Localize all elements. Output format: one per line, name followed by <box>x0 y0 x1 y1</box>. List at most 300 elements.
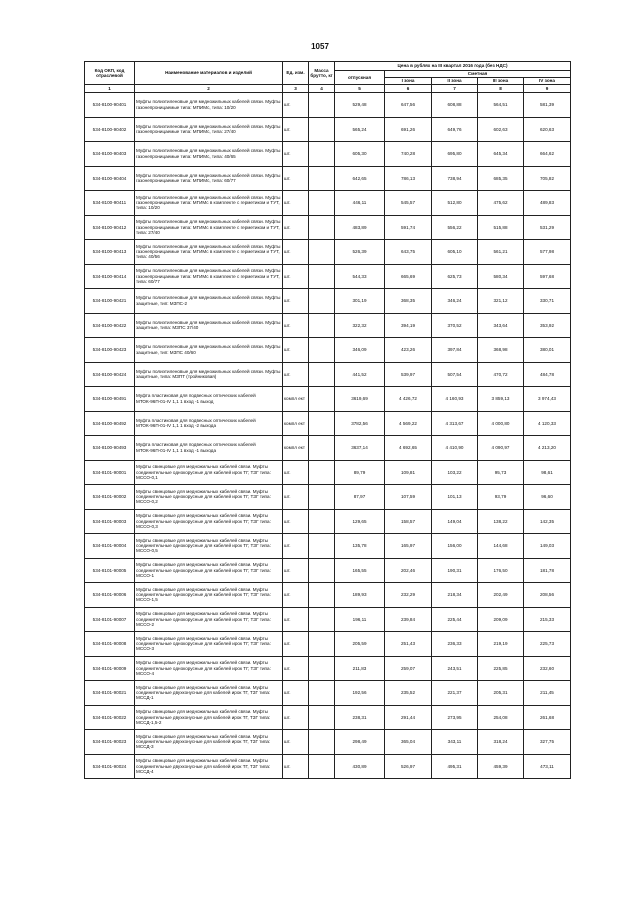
cell-zone-3-price: 144,68 <box>478 534 524 559</box>
cell-zone-1-price: 740,28 <box>385 142 432 167</box>
cell-mass <box>309 485 335 510</box>
cell-unit: шт. <box>283 338 309 363</box>
cell-code: 534-8101-90002 <box>85 485 135 510</box>
cell-name <box>135 191 283 216</box>
cell-zone-4-price: 142,35 <box>524 509 571 534</box>
cell-name <box>135 485 283 510</box>
cell-name-text: Муфты свинцовые для медножильных кабелей связи. Муфты соединительные однокорусные для кабелей ирок ТГ, ТЗГ типа: МССО-1 <box>136 562 271 578</box>
cell-name-text: Муфты свинцовые для медножильных кабелей связи. Муфты соединительные однокорусные для кабелей ирок ТГ, ТЗГ типа: МССО-0,1 <box>136 464 271 480</box>
cell-zone-1-price: 691,26 <box>385 117 432 142</box>
table-row <box>85 411 571 436</box>
cell-release-price: 89,79 <box>335 460 385 485</box>
cell-release-price: 430,89 <box>335 754 385 779</box>
cell-zone-3-price: 685,35 <box>478 166 524 191</box>
cell-release-price: 605,30 <box>335 142 385 167</box>
cell-zone-2-price: 343,11 <box>432 730 478 755</box>
cell-release-price: 565,24 <box>335 117 385 142</box>
cell-mass <box>309 656 335 681</box>
cell-release-price: 129,65 <box>335 509 385 534</box>
column-number: 8 <box>478 85 524 93</box>
cell-zone-1-price: 643,75 <box>385 240 432 265</box>
cell-release-price: 346,09 <box>335 338 385 363</box>
table-row <box>85 754 571 779</box>
cell-zone-1-price: 158,57 <box>385 509 432 534</box>
cell-zone-1-price: 423,26 <box>385 338 432 363</box>
cell-code: 534-8100-90412 <box>85 215 135 240</box>
cell-zone-3-price: 202,49 <box>478 583 524 608</box>
cell-mass <box>309 436 335 461</box>
cell-unit: шт. <box>283 264 309 289</box>
cell-zone-3-price: 4 000,80 <box>478 411 524 436</box>
cell-code: 534-8101-90021 <box>85 681 135 706</box>
cell-zone-2-price: 243,51 <box>432 656 478 681</box>
cell-zone-1-price: 545,57 <box>385 191 432 216</box>
cell-zone-4-price: 380,01 <box>524 338 571 363</box>
cell-zone-3-price: 564,51 <box>478 93 524 118</box>
cell-name <box>135 362 283 387</box>
cell-name <box>135 705 283 730</box>
cell-name-text: Муфты полиэтиленовые для медножильных кабелей связи. Муфты газонепроницаемые типа: МГИМс в комплекте с герметиком и ТУТ, типа: 40/56 <box>136 243 281 260</box>
cell-zone-1-price: 109,81 <box>385 460 432 485</box>
table-row <box>85 460 571 485</box>
cell-zone-2-price: 4 313,67 <box>432 411 478 436</box>
table-header <box>85 62 571 93</box>
cell-name <box>135 754 283 779</box>
cell-mass <box>309 240 335 265</box>
table-row <box>85 607 571 632</box>
cell-code: 534-8100-90491 <box>85 387 135 412</box>
cell-name <box>135 289 283 314</box>
table-row <box>85 387 571 412</box>
cell-name-text: Муфты полиэтиленовые для медножильных кабелей связи. Муфты защитные, тип: МЗПС-2 <box>136 295 281 306</box>
cell-mass <box>309 705 335 730</box>
cell-name <box>135 632 283 657</box>
cell-name <box>135 142 283 167</box>
cell-zone-3-price: 219,19 <box>478 632 524 657</box>
cell-zone-3-price: 3 859,13 <box>478 387 524 412</box>
cell-code: 534-8100-90403 <box>85 142 135 167</box>
cell-code: 534-8100-90492 <box>85 411 135 436</box>
cell-unit: шт. <box>283 289 309 314</box>
cell-zone-2-price: 370,52 <box>432 313 478 338</box>
price-table <box>84 61 571 779</box>
table-row <box>85 93 571 118</box>
cell-zone-1-price: 4 426,72 <box>385 387 432 412</box>
cell-zone-4-price: 330,71 <box>524 289 571 314</box>
cell-unit: шт. <box>283 191 309 216</box>
cell-zone-1-price: 4 569,22 <box>385 411 432 436</box>
cell-name-text: Муфты свинцовые для медножильных кабелей связи. Муфты соединительные однокорусные для кабелей ирок ТГ, ТЗГ типа: МССО-0,2 <box>136 488 271 505</box>
header-zone-1: I зона <box>385 78 432 85</box>
cell-zone-3-price: 225,85 <box>478 656 524 681</box>
cell-zone-4-price: 620,63 <box>524 117 571 142</box>
cell-zone-1-price: 202,46 <box>385 558 432 583</box>
cell-unit: компл ект <box>283 436 309 461</box>
cell-name <box>135 313 283 338</box>
cell-code: 534-8101-90006 <box>85 583 135 608</box>
cell-unit: шт. <box>283 460 309 485</box>
cell-name-text: Муфты свинцовые для медножильных кабелей связи. Муфты соединительные однокорусные для кабелей ирок ТГ, ТЗГ типа: МССО-0,5 <box>136 537 271 554</box>
cell-mass <box>309 607 335 632</box>
cell-mass <box>309 313 335 338</box>
cell-code: 534-8100-90493 <box>85 436 135 461</box>
cell-zone-2-price: 101,13 <box>432 485 478 510</box>
header-estimate: Сметная <box>385 71 571 78</box>
cell-release-price: 446,11 <box>335 191 385 216</box>
cell-name <box>135 166 283 191</box>
cell-zone-4-price: 581,39 <box>524 93 571 118</box>
cell-code: 534-8100-90413 <box>85 240 135 265</box>
cell-release-price: 483,89 <box>335 215 385 240</box>
cell-unit: шт. <box>283 93 309 118</box>
cell-zone-2-price: 4 410,90 <box>432 436 478 461</box>
column-number: 4 <box>309 85 335 93</box>
cell-unit: шт. <box>283 534 309 559</box>
cell-name-text: Муфта пластиковая для подвесных оптических кабелей МТОК-96П-01-IV 1,1 1 вход -1 выход <box>136 393 256 404</box>
cell-mass <box>309 632 335 657</box>
cell-zone-2-price: 695,80 <box>432 142 478 167</box>
table-row <box>85 730 571 755</box>
cell-zone-2-price: 273,95 <box>432 705 478 730</box>
cell-unit: шт. <box>283 705 309 730</box>
cell-name <box>135 338 283 363</box>
cell-name <box>135 93 283 118</box>
cell-unit: шт. <box>283 142 309 167</box>
cell-name <box>135 215 283 240</box>
cell-zone-2-price: 221,37 <box>432 681 478 706</box>
cell-zone-2-price: 236,33 <box>432 632 478 657</box>
cell-zone-1-price: 665,69 <box>385 264 432 289</box>
cell-zone-4-price: 4 213,20 <box>524 436 571 461</box>
cell-zone-2-price: 738,94 <box>432 166 478 191</box>
cell-mass <box>309 509 335 534</box>
cell-zone-3-price: 205,31 <box>478 681 524 706</box>
header-zone-2: II зона <box>432 78 478 85</box>
cell-zone-4-price: 4 120,33 <box>524 411 571 436</box>
cell-name-text: Муфты полиэтиленовые для медножильных кабелей связи. Муфты газонепроницаемые типа: МПИМс, типа: 60/77 <box>136 172 281 184</box>
cell-zone-2-price: 156,00 <box>432 534 478 559</box>
cell-code: 534-8100-90411 <box>85 191 135 216</box>
cell-release-price: 192,56 <box>335 681 385 706</box>
header-mass: Масса брутто, кг <box>309 62 335 85</box>
cell-code: 534-8101-90007 <box>85 607 135 632</box>
table-row <box>85 264 571 289</box>
cell-zone-3-price: 459,39 <box>478 754 524 779</box>
cell-mass <box>309 583 335 608</box>
cell-zone-1-price: 259,07 <box>385 656 432 681</box>
cell-name <box>135 607 283 632</box>
cell-name-text: Муфта пластиковая для подвесных оптических кабелей МТОК-96П-01-IV 1,1 1 вход -1 выхода <box>136 442 256 453</box>
table-row <box>85 656 571 681</box>
cell-release-price: 238,31 <box>335 705 385 730</box>
cell-name-text: Муфты свинцовые для медножильных кабелей связи. Муфты соединительные однокорусные для кабелей ирок ТГ, ТЗГ типа: МССО-0,3 <box>136 513 271 529</box>
cell-zone-3-price: 602,63 <box>478 117 524 142</box>
cell-name-text: Муфты свинцовые для медножильных кабелей связи. Муфты соединительные двухконусные для кабелей ирок ТГ, ТЗГ типа: МССД-4 <box>136 758 271 774</box>
table-row <box>85 436 571 461</box>
cell-mass <box>309 681 335 706</box>
cell-unit: шт. <box>283 607 309 632</box>
cell-mass <box>309 191 335 216</box>
cell-zone-3-price: 318,24 <box>478 730 524 755</box>
table-row <box>85 362 571 387</box>
cell-zone-3-price: 645,34 <box>478 142 524 167</box>
cell-name-text: Муфты свинцовые для медножильных кабелей связи. Муфты соединительные двухконусные для кабелей ирок ТГ, ТЗГ типа: МССД-3 <box>136 733 271 750</box>
cell-name-text: Муфты свинцовые для медножильных кабелей связи. Муфты соединительные двухконусные для кабелей ирок ТГ, ТЗГ типа: МССД-1,5-2 <box>136 709 271 725</box>
column-number: 6 <box>385 85 432 93</box>
cell-release-price: 189,93 <box>335 583 385 608</box>
cell-mass <box>309 215 335 240</box>
cell-zone-3-price: 95,73 <box>478 460 524 485</box>
table-row <box>85 215 571 240</box>
cell-release-price: 526,39 <box>335 240 385 265</box>
cell-name-text: Муфты полиэтиленовые для медножильных кабелей связи. Муфты газонепроницаемые типа: МПИМс, типа: 40/65 <box>136 148 281 159</box>
cell-mass <box>309 558 335 583</box>
column-number-row <box>85 85 571 93</box>
table-row <box>85 558 571 583</box>
table-row <box>85 338 571 363</box>
table-row <box>85 142 571 167</box>
cell-release-price: 298,49 <box>335 730 385 755</box>
cell-zone-2-price: 218,34 <box>432 583 478 608</box>
cell-zone-4-price: 232,60 <box>524 656 571 681</box>
cell-code: 534-8101-90001 <box>85 460 135 485</box>
cell-unit: шт. <box>283 509 309 534</box>
cell-zone-2-price: 346,24 <box>432 289 478 314</box>
cell-unit: шт. <box>283 754 309 779</box>
cell-zone-2-price: 608,88 <box>432 93 478 118</box>
column-number: 1 <box>85 85 135 93</box>
cell-unit: шт. <box>283 313 309 338</box>
cell-unit: шт. <box>283 117 309 142</box>
cell-zone-1-price: 165,97 <box>385 534 432 559</box>
cell-code: 534-8100-90414 <box>85 264 135 289</box>
cell-zone-1-price: 647,56 <box>385 93 432 118</box>
column-number: 3 <box>283 85 309 93</box>
cell-zone-2-price: 556,22 <box>432 215 478 240</box>
cell-name <box>135 558 283 583</box>
header-zone-3: III зона <box>478 78 524 85</box>
cell-zone-2-price: 605,10 <box>432 240 478 265</box>
cell-code: 534-8101-90023 <box>85 730 135 755</box>
header-code: Код ОКП, код отраслевой <box>85 62 135 85</box>
cell-name-text: Муфты полиэтиленовые для медножильных кабелей связи. Муфты газонепроницаемые типа: МГИМс в комплекте с герметиком и ТУТ, типа: 10/20 <box>136 194 281 211</box>
cell-unit: шт. <box>283 681 309 706</box>
cell-name-text: Муфты свинцовые для медножильных кабелей связи. Муфты соединительные двухконусные для кабелей ирок ТГ, ТЗГ типа: МССД-1 <box>136 684 271 701</box>
cell-zone-4-price: 531,29 <box>524 215 571 240</box>
cell-unit: шт. <box>283 240 309 265</box>
cell-zone-2-price: 149,04 <box>432 509 478 534</box>
cell-mass <box>309 460 335 485</box>
cell-name <box>135 387 283 412</box>
cell-name <box>135 460 283 485</box>
cell-name <box>135 240 283 265</box>
header-price-title: Цена в рублях на III квартал 2016 года (без НДС) <box>335 62 571 71</box>
cell-code: 534-8101-90004 <box>85 534 135 559</box>
cell-zone-4-price: 484,78 <box>524 362 571 387</box>
cell-name-text: Муфта пластиковая для подвесных оптических кабелей МТОК-96П-01-IV 1,1 1 вход -2 выхода <box>136 417 256 429</box>
cell-zone-3-price: 4 090,97 <box>478 436 524 461</box>
cell-zone-4-price: 225,73 <box>524 632 571 657</box>
cell-zone-4-price: 181,78 <box>524 558 571 583</box>
cell-name-text: Муфты свинцовые для медножильных кабелей связи. Муфты соединительные однокорусные для кабелей ирок ТГ, ТЗГ типа: МССО-1,5 <box>136 586 271 603</box>
table-row <box>85 485 571 510</box>
cell-release-price: 544,33 <box>335 264 385 289</box>
cell-zone-4-price: 208,56 <box>524 583 571 608</box>
cell-name-text: Муфты полиэтиленовые для медножильных кабелей связи. Муфты газонепроницаемые типа: МГИМс в комплекте с герметиком и ТУТ, типа: 60/77 <box>136 268 281 284</box>
cell-zone-2-price: 103,22 <box>432 460 478 485</box>
table-body <box>85 93 571 779</box>
table-row <box>85 166 571 191</box>
cell-zone-4-price: 597,68 <box>524 264 571 289</box>
cell-zone-4-price: 98,61 <box>524 460 571 485</box>
cell-zone-4-price: 577,98 <box>524 240 571 265</box>
cell-zone-1-price: 239,84 <box>385 607 432 632</box>
cell-unit: компл ект <box>283 411 309 436</box>
cell-release-price: 3619,69 <box>335 387 385 412</box>
cell-zone-2-price: 649,76 <box>432 117 478 142</box>
cell-code: 534-8101-90005 <box>85 558 135 583</box>
cell-mass <box>309 730 335 755</box>
cell-mass <box>309 362 335 387</box>
cell-name <box>135 583 283 608</box>
cell-name-text: Муфты полиэтиленовые для медножильных кабелей связи. Муфты газонепроницаемые типа: МГИМс в комплекте с герметиком и ТУТ, типа: 27/40 <box>136 219 281 235</box>
cell-zone-3-price: 321,12 <box>478 289 524 314</box>
cell-name <box>135 509 283 534</box>
cell-release-price: 301,19 <box>335 289 385 314</box>
cell-name-text: Муфты свинцовые для медножильных кабелей связи. Муфты соединительные однокорусные для кабелей ирок ТГ, ТЗГ типа: МССО-3 <box>136 635 271 652</box>
header-unit: Ед. изм. <box>283 62 309 85</box>
header-zone-4: IV зона <box>524 78 571 85</box>
cell-zone-4-price: 489,83 <box>524 191 571 216</box>
cell-code: 534-8100-90421 <box>85 289 135 314</box>
cell-zone-3-price: 176,50 <box>478 558 524 583</box>
header-release-price: отпускная <box>335 71 385 85</box>
cell-release-price: 642,65 <box>335 166 385 191</box>
cell-zone-1-price: 591,74 <box>385 215 432 240</box>
cell-zone-1-price: 232,29 <box>385 583 432 608</box>
cell-zone-3-price: 368,98 <box>478 338 524 363</box>
cell-zone-1-price: 235,52 <box>385 681 432 706</box>
cell-zone-1-price: 251,43 <box>385 632 432 657</box>
cell-zone-4-price: 149,03 <box>524 534 571 559</box>
cell-code: 534-8100-90404 <box>85 166 135 191</box>
page-number: 1057 <box>311 42 329 51</box>
cell-mass <box>309 411 335 436</box>
cell-name-text: Муфты полиэтиленовые для медножильных кабелей связи. Муфты защитные, тип: МЗПС 40/60 <box>136 344 281 355</box>
cell-unit: компл ект <box>283 387 309 412</box>
cell-zone-2-price: 507,54 <box>432 362 478 387</box>
cell-zone-4-price: 664,62 <box>524 142 571 167</box>
cell-code: 534-8101-90024 <box>85 754 135 779</box>
cell-name <box>135 436 283 461</box>
table-row <box>85 681 571 706</box>
cell-mass <box>309 387 335 412</box>
cell-zone-1-price: 786,13 <box>385 166 432 191</box>
cell-name-text: Муфты свинцовые для медножильных кабелей связи. Муфты соединительные однокорусные для кабелей ирок ТГ, ТЗГ типа: МССО-4 <box>136 660 271 676</box>
cell-zone-3-price: 254,08 <box>478 705 524 730</box>
cell-zone-4-price: 215,33 <box>524 607 571 632</box>
cell-code: 534-8100-90402 <box>85 117 135 142</box>
cell-unit: шт. <box>283 583 309 608</box>
cell-zone-3-price: 470,72 <box>478 362 524 387</box>
cell-code: 534-8100-90423 <box>85 338 135 363</box>
cell-zone-2-price: 4 160,93 <box>432 387 478 412</box>
cell-code: 534-8100-90424 <box>85 362 135 387</box>
cell-mass <box>309 166 335 191</box>
cell-release-price: 322,32 <box>335 313 385 338</box>
cell-unit: шт. <box>283 656 309 681</box>
cell-mass <box>309 534 335 559</box>
cell-mass <box>309 754 335 779</box>
cell-mass <box>309 93 335 118</box>
cell-mass <box>309 264 335 289</box>
cell-name <box>135 411 283 436</box>
cell-zone-4-price: 96,60 <box>524 485 571 510</box>
table-row <box>85 705 571 730</box>
cell-release-price: 205,59 <box>335 632 385 657</box>
cell-zone-1-price: 107,59 <box>385 485 432 510</box>
cell-name-text: Муфты полиэтиленовые для медножильных кабелей связи. Муфты защитные, типа: МЗПТ (тройниковая) <box>136 368 281 380</box>
cell-zone-3-price: 475,62 <box>478 191 524 216</box>
cell-code: 534-8100-90401 <box>85 93 135 118</box>
cell-zone-1-price: 394,19 <box>385 313 432 338</box>
cell-code: 534-8100-90422 <box>85 313 135 338</box>
cell-release-price: 3637,14 <box>335 436 385 461</box>
table-row <box>85 583 571 608</box>
cell-zone-1-price: 4 692,65 <box>385 436 432 461</box>
cell-zone-2-price: 512,80 <box>432 191 478 216</box>
header-name: Наименование материалов и изделий <box>135 62 283 85</box>
cell-mass <box>309 117 335 142</box>
table-row <box>85 632 571 657</box>
cell-zone-4-price: 261,68 <box>524 705 571 730</box>
cell-unit: шт. <box>283 485 309 510</box>
cell-unit: шт. <box>283 166 309 191</box>
cell-zone-4-price: 473,11 <box>524 754 571 779</box>
cell-name-text: Муфты свинцовые для медножильных кабелей связи. Муфты соединительные однокорусные для кабелей ирок ТГ, ТЗГ типа: МССО-2 <box>136 611 271 627</box>
cell-name-text: Муфты полиэтиленовые для медножильных кабелей связи. Муфты защитные, типа: МЗПС 37/40 <box>136 319 281 331</box>
column-number: 5 <box>335 85 385 93</box>
cell-name <box>135 264 283 289</box>
table-row <box>85 313 571 338</box>
cell-release-price: 3782,56 <box>335 411 385 436</box>
cell-zone-4-price: 211,45 <box>524 681 571 706</box>
cell-name <box>135 656 283 681</box>
cell-release-price: 196,11 <box>335 607 385 632</box>
table-row <box>85 534 571 559</box>
cell-unit: шт. <box>283 730 309 755</box>
cell-zone-1-price: 526,97 <box>385 754 432 779</box>
cell-code: 534-8101-90008 <box>85 632 135 657</box>
cell-zone-3-price: 138,22 <box>478 509 524 534</box>
cell-zone-2-price: 625,73 <box>432 264 478 289</box>
cell-release-price: 87,97 <box>335 485 385 510</box>
cell-code: 534-8101-90003 <box>85 509 135 534</box>
cell-zone-1-price: 539,97 <box>385 362 432 387</box>
cell-name <box>135 730 283 755</box>
cell-mass <box>309 338 335 363</box>
column-number: 7 <box>432 85 478 93</box>
cell-zone-2-price: 397,84 <box>432 338 478 363</box>
cell-zone-2-price: 225,44 <box>432 607 478 632</box>
cell-name-text: Муфты полиэтиленовые для медножильных кабелей связи. Муфты газонепроницаемые типа: МПИМс, типа: 10/20 <box>136 99 281 110</box>
cell-unit: шт. <box>283 558 309 583</box>
cell-zone-4-price: 327,75 <box>524 730 571 755</box>
table-row <box>85 289 571 314</box>
cell-zone-3-price: 209,09 <box>478 607 524 632</box>
cell-name-text: Муфты полиэтиленовые для медножильных кабелей связи. Муфты газонепроницаемые типа: МПИМс, типа: 27/40 <box>136 123 281 135</box>
cell-zone-1-price: 365,04 <box>385 730 432 755</box>
